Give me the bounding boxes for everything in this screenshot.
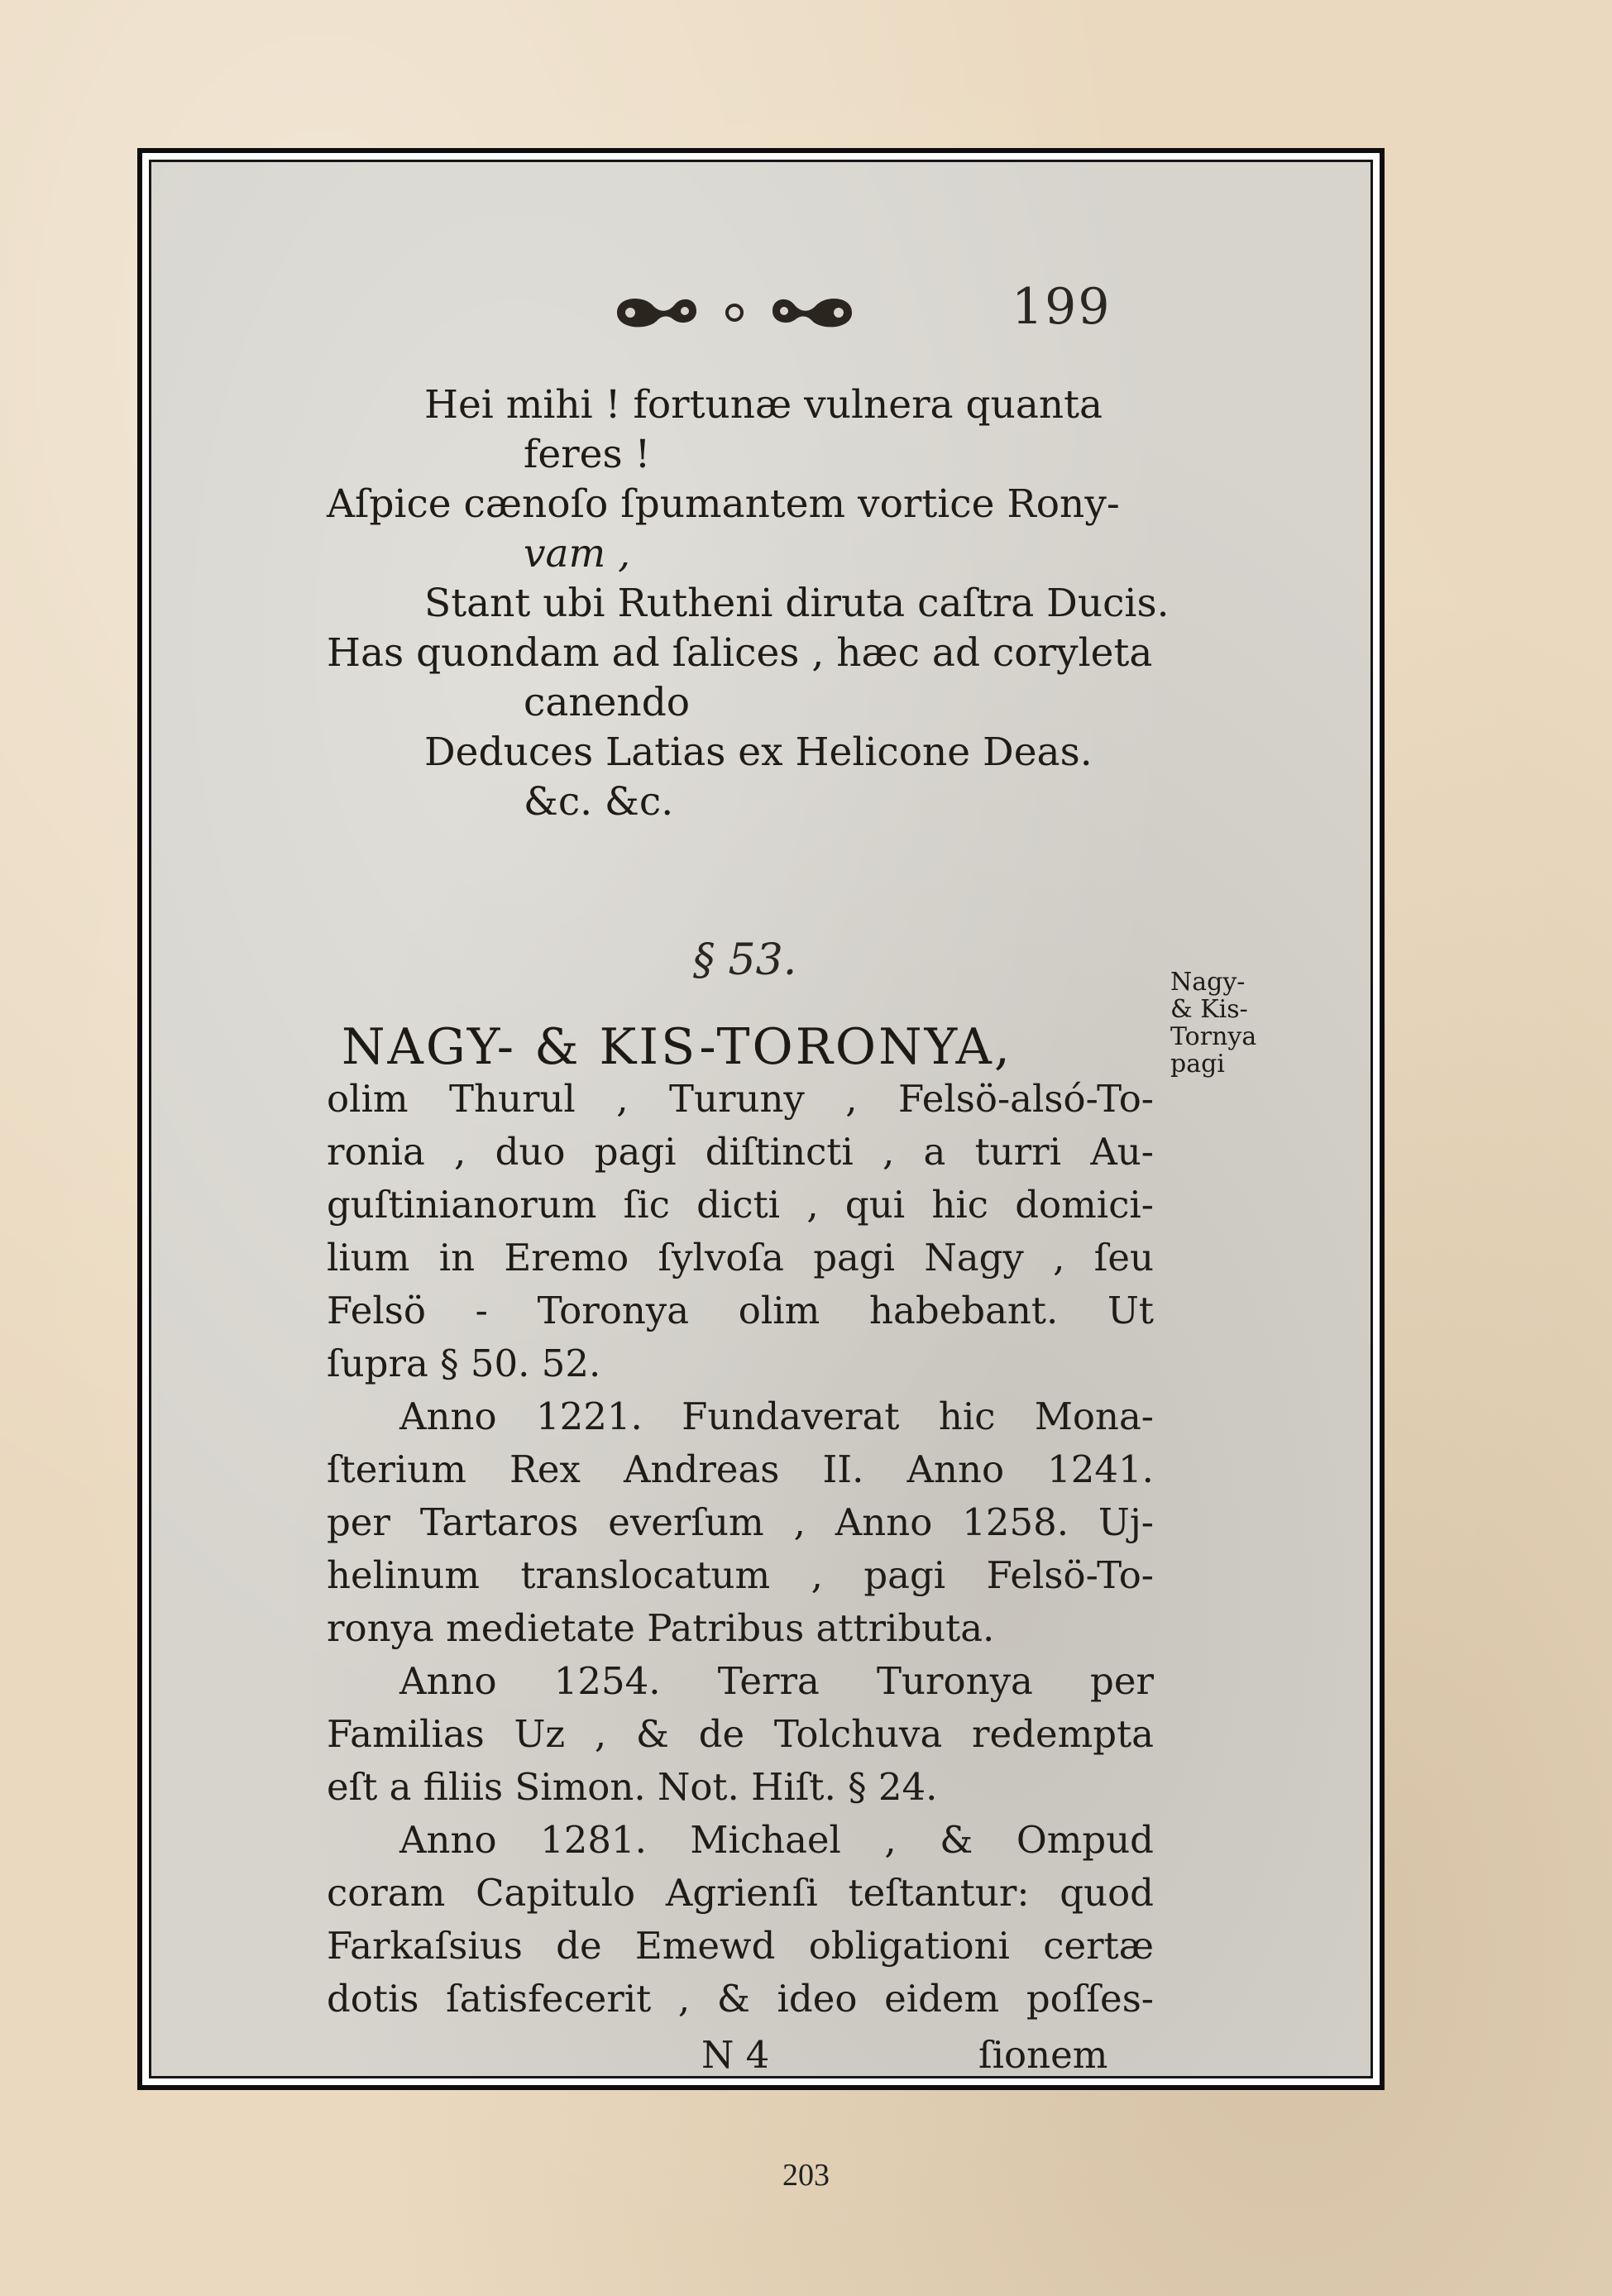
marginal-note-line: pagi [1170, 1050, 1225, 1079]
poem-line: canendo [524, 680, 691, 725]
body-line: olim Thurul , Turuny , Felsö-alsó-To- [327, 1077, 1154, 1121]
body-line: lium in Eremo ſylvoſa pagi Nagy , ſeu [327, 1236, 1154, 1280]
body-line: Anno 1221. Fundaverat hic Mona- [399, 1394, 1154, 1438]
body-line: per Tartaros everſum , Anno 1258. Uj- [327, 1500, 1154, 1544]
body-line: Farkaſsius de Emewd obligationi certæ [327, 1924, 1154, 1968]
marginal-note-line: Nagy- [1170, 968, 1246, 997]
poem-text: Aſpice cænoſo ſpumantem vortice Rony- [327, 481, 1120, 527]
poem-line: Hei mihi ! fortunæ vulnera quanta [424, 382, 1103, 428]
body-line: Felsö - Toronya olim habebant. Ut [327, 1289, 1154, 1332]
body-line: helinum translocatum , pagi Felsö-To- [327, 1553, 1154, 1597]
header-ornament-icon [610, 288, 859, 334]
catchword: ſionem [978, 2033, 1108, 2077]
marginal-note-line: Tornya [1170, 1022, 1257, 1051]
book-page [151, 162, 1370, 2076]
poem-line: Deduces Latias ex Helicone Deas. [424, 729, 1093, 775]
section-number: § 53. [693, 935, 797, 985]
page-header [151, 278, 1370, 344]
poem-line: Stant ubi Rutheni diruta caſtra Ducis. [424, 581, 1170, 626]
marginal-note-line: & Kis- [1170, 995, 1248, 1024]
poem-line: vam , [524, 531, 631, 576]
signature-mark: N 4 [701, 2033, 770, 2077]
body-line: dotis ſatisfecerit , & ideo eidem poſſes- [327, 1977, 1154, 2021]
body-line: eſt a filiis Simon. Not. Hiſt. § 24. [327, 1765, 938, 1809]
book-page-number: 199 [1012, 278, 1112, 336]
poem-line: Has quondam ad ſalices , hæc ad coryleta [327, 630, 1153, 676]
body-line: ſterium Rex Andreas II. Anno 1241. [327, 1447, 1154, 1491]
body-line: coram Capitulo Agrienſi teſtantur: quod [327, 1871, 1154, 1915]
entry-heading: NAGY- & KIS-TORONYA, [342, 1018, 1012, 1076]
poem-line: feres ! [524, 432, 651, 477]
poem-line: &c. &c. [524, 779, 674, 825]
poem-line [327, 481, 1120, 527]
body-line: ronia , duo pagi diſtincti , a turri Au- [327, 1130, 1154, 1174]
body-line: guſtinianorum ſic dicti , qui hic domici- [327, 1183, 1154, 1227]
marginal-note [1170, 969, 1303, 1078]
scan-frame [137, 148, 1385, 2090]
body-line: Familias Uz , & de Tolchuva redempta [327, 1712, 1154, 1756]
scan-frame-inner [149, 160, 1373, 2078]
body-line: Anno 1281. Michael , & Ompud [399, 1818, 1154, 1862]
body-line: ſupra § 50. 52. [327, 1342, 601, 1385]
page-footer [151, 2033, 1370, 2077]
body-line: ronya medietate Patribus attributa. [327, 1606, 995, 1650]
body-line: Anno 1254. Terra Turonya per [399, 1659, 1154, 1703]
pdf-page-number: 203 [782, 2158, 830, 2193]
